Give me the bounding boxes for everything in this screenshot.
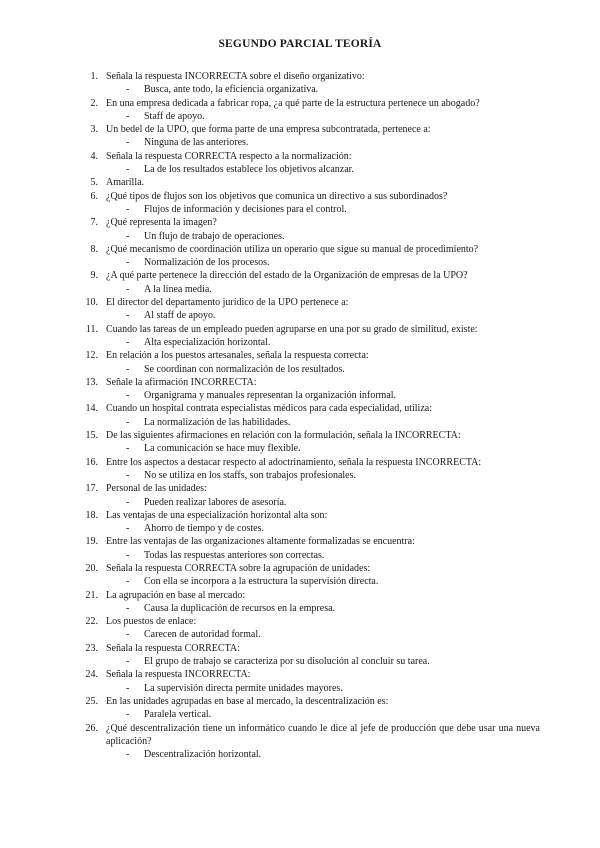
question-text: Personal de las unidades: [106,483,207,495]
question-item [84,482,540,509]
answer-line [84,163,540,176]
question-text: Cuando un hospital contrata especialistas médicos para cada especialidad, utiliza: [106,403,432,415]
page-title: SEGUNDO PARCIAL TEORÍA [218,38,382,50]
dash-bullet: - [126,602,130,614]
question-number: 18. [85,509,98,521]
question-line [84,376,540,389]
answer-text: A la línea media. [144,283,212,295]
question-line [84,509,540,522]
dash-bullet: - [126,496,130,508]
question-text: El director del departamento jurídico de la UPO pertenece a: [106,297,349,309]
question-list [84,70,540,761]
question-line [84,562,540,575]
dash-bullet: - [126,257,130,269]
dash-bullet: - [126,469,130,481]
question-number: 25. [85,695,98,707]
answer-line [84,363,540,376]
question-line [84,123,540,136]
answer-text: Staff de apoyo. [144,110,205,122]
question-text: En relación a los puestos artesanales, señala la respuesta correcta: [106,350,369,362]
question-item [84,296,540,323]
question-number: 16. [85,456,98,468]
question-text: ¿Qué tipos de flujos son los objetivos que comunica un directivo a sus subordinados? [106,190,448,202]
question-item [84,70,540,97]
question-line [84,216,540,229]
answer-text: Al staff de apoyo. [144,310,216,322]
dash-bullet: - [126,230,130,242]
question-number: 11. [85,323,98,335]
question-text: Amarilla. [106,177,145,189]
answer-line [84,496,540,509]
question-text: Señala la respuesta CORRECTA sobre la agrupación de unidades: [106,562,371,574]
question-line [84,535,540,548]
dash-bullet: - [126,84,130,96]
question-number: 9. [90,270,98,282]
answer-line [84,575,540,588]
question-item [84,150,540,177]
question-line [84,482,540,495]
question-number: 24. [85,669,98,681]
question-text: En las unidades agrupadas en base al mercado, la descentralización es: [106,695,389,707]
question-number: 10. [85,297,98,309]
answer-text: Alta especialización horizontal. [144,336,271,348]
question-number: 13. [85,376,98,388]
question-number: 6. [90,190,98,202]
question-line [84,456,540,469]
answer-text: Normalización de los procesos. [144,257,270,269]
answer-text: El grupo de trabajo se caracteriza por su disolución al concluir su tarea. [144,656,430,668]
dash-bullet: - [126,523,130,535]
answer-text: La supervisión directa permite unidades mayores. [144,682,343,694]
dash-bullet: - [126,390,130,402]
question-line [84,589,540,602]
answer-line [84,256,540,269]
question-number: 7. [90,217,98,229]
dash-bullet: - [126,656,130,668]
question-number: 2. [90,97,98,109]
question-number: 4. [90,150,98,162]
question-text: Señale la afirmación INCORRECTA: [106,376,257,388]
answer-line [84,442,540,455]
answer-line [84,708,540,721]
answer-line [84,655,540,668]
question-item [84,97,540,124]
question-item [84,429,540,456]
question-line [84,695,540,708]
question-line [84,722,540,749]
question-number: 14. [85,403,98,415]
dash-bullet: - [126,709,130,721]
question-line [84,323,540,336]
dash-bullet: - [126,283,130,295]
question-line [84,70,540,83]
question-item [84,456,540,483]
question-number: 21. [85,589,98,601]
question-number: 5. [90,177,98,189]
answer-line [84,136,540,149]
dash-bullet: - [126,576,130,588]
question-text: Entre los aspectos a destacar respecto al adoctrinamiento, señala la respuesta INCORRECTA: [106,456,482,468]
answer-text: Se coordinan con normalización de los resultados. [144,363,345,375]
question-text: Las ventajas de una especialización horizontal alta son: [106,509,328,521]
question-text: Un bedel de la UPO, que forma parte de una empresa subcontratada, pertenece a: [106,124,431,136]
question-line [84,243,540,256]
answer-line [84,389,540,402]
answer-line [84,748,540,761]
question-line [84,349,540,362]
answer-line [84,469,540,482]
question-number: 19. [85,536,98,548]
question-line [84,429,540,442]
answer-text: Organigrama y manuales representan la organización informal. [144,390,397,402]
question-item [84,535,540,562]
answer-text: Un flujo de trabajo de operaciones. [144,230,285,242]
question-item [84,269,540,296]
question-item [84,349,540,376]
answer-line [84,628,540,641]
question-number: 20. [85,562,98,574]
answer-text: Ahorro de tiempo y de costes. [144,523,264,535]
answer-text: Paralela vertical. [144,709,212,721]
dash-bullet: - [126,336,130,348]
question-item [84,376,540,403]
question-line [84,402,540,415]
question-number: 8. [90,243,98,255]
question-number: 12. [85,350,98,362]
question-line [84,615,540,628]
question-item [84,176,540,189]
answer-line [84,230,540,243]
answer-text: Carecen de autoridad formal. [144,629,261,641]
answer-line [84,110,540,123]
question-item [84,589,540,616]
question-item [84,323,540,350]
question-number: 26. [85,722,98,734]
answer-line [84,283,540,296]
dash-bullet: - [126,363,130,375]
answer-line [84,83,540,96]
question-text: La agrupación en base al mercado: [106,589,246,601]
answer-text: La de los resultados establece los objetivos alcanzar. [144,164,354,176]
dash-bullet: - [126,416,130,428]
question-text: En una empresa dedicada a fabricar ropa, ¿a qué parte de la estructura pertenece un abogado? [106,97,480,109]
question-number: 15. [85,430,98,442]
question-item [84,562,540,589]
answer-text: Descentralización horizontal. [144,749,262,761]
question-text: Cuando las tareas de un empleado pueden agruparse en una por su grado de similitud, existe: [106,323,478,335]
question-number: 22. [85,616,98,628]
question-line [84,296,540,309]
question-line [84,176,540,189]
dash-bullet: - [126,137,130,149]
question-item [84,668,540,695]
question-line [84,668,540,681]
question-text: Señala la respuesta INCORRECTA: [106,669,251,681]
answer-text: Pueden realizar labores de asesoría. [144,496,287,508]
answer-text: Flujos de información y decisiones para el control. [144,203,347,215]
answer-line [84,682,540,695]
dash-bullet: - [126,310,130,322]
answer-line [84,203,540,216]
question-item [84,615,540,642]
question-item [84,642,540,669]
answer-line [84,602,540,615]
answer-text: Ninguna de las anteriores. [144,137,249,149]
question-item [84,402,540,429]
question-item [84,695,540,722]
answer-text: No se utiliza en los staffs, son trabajos profesionales. [144,469,356,481]
dash-bullet: - [126,164,130,176]
answer-text: La comunicación se hace muy flexible. [144,443,301,455]
question-number: 17. [85,483,98,495]
dash-bullet: - [126,682,130,694]
question-line [84,269,540,282]
answer-text: Todas las respuestas anteriores son correctas. [144,549,325,561]
dash-bullet: - [126,629,130,641]
question-text: ¿A qué parte pertenece la dirección del estado de la Organización de empresas de la UPO? [106,270,468,282]
answer-line [84,336,540,349]
dash-bullet: - [126,110,130,122]
answer-text: Con ella se incorpora a la estructura la supervisión directa. [144,576,379,588]
question-item [84,509,540,536]
question-text: Los puestos de enlace: [106,616,197,628]
dash-bullet: - [126,549,130,561]
question-item [84,243,540,270]
answer-line [84,549,540,562]
question-text: ¿Qué mecanismo de coordinación utiliza un operario que sigue su manual de procedimiento? [106,243,479,255]
question-text: Señala la respuesta CORRECTA respecto a la normalización: [106,150,352,162]
answer-text: Busca, ante todo, la eficiencia organizativa. [144,84,319,96]
question-number: 23. [85,642,98,654]
question-item [84,722,540,762]
answer-line [84,416,540,429]
question-number: 3. [90,124,98,136]
question-number: 1. [90,71,98,82]
question-line [84,642,540,655]
question-line [84,150,540,163]
answer-line [84,522,540,535]
question-text: Señala la respuesta CORRECTA: [106,642,240,654]
question-text: ¿Qué representa la imagen? [106,217,217,229]
dash-bullet: - [126,203,130,215]
question-item [84,123,540,150]
question-item [84,190,540,217]
dash-bullet: - [126,749,130,761]
question-text: De las siguientes afirmaciones en relación con la formulación, señala la INCORRECTA: [106,430,461,442]
answer-line [84,309,540,322]
question-line [84,97,540,110]
question-text: Entre las ventajas de las organizaciones altamente formalizadas se encuentra: [106,536,415,548]
question-text: Señala la respuesta INCORRECTA sobre el diseño organizativo: [106,71,365,82]
answer-text: La normalización de las habilidades. [144,416,291,428]
answer-text: Causa la duplicación de recursos en la empresa. [144,602,336,614]
dash-bullet: - [126,443,130,455]
question-text: ¿Qué descentralización tiene un informático cuando le dice al jefe de producción que debe usar una nueva aplicación? [106,722,540,747]
question-line [84,190,540,203]
question-item [84,216,540,243]
